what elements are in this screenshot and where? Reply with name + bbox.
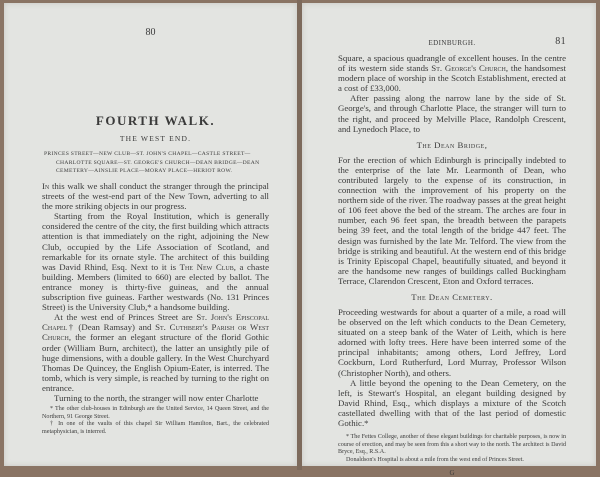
lead-in-small-caps: In [42,181,50,191]
small-caps-name: St. Cuthbert's Parish or West Church [42,322,269,343]
page-number: 81 [555,36,566,47]
synopsis-line: CEMETERY—AINSLIE PLACE—MORAY PLACE—HERIOT ROW. [56,168,233,175]
footnote: * The Fettes College, another of these elegant buildings for charitable purposes, is now in course of erection, and may be seen from this a short way to the north. The architect is David Bryce, Esq., R.S.A. [338,434,566,456]
footnote: † In one of the vaults of this chapel Sir William Hamilton, Bart., the celebrated metaphysician, is interred. [42,421,269,435]
small-caps-name: St. George's Church [431,63,506,74]
paragraph-group [338,155,566,286]
chapter-subtitle: THE WEST END. [119,134,192,143]
paragraph: Turning to the north, the stranger will now enter Charlotte [54,392,259,403]
small-caps-name: The New Club [179,261,234,272]
footnotes [42,406,269,436]
synopsis-line: PRINCES STREET—NEW CLUB—ST. JOHN'S CHAPEL—CASTLE STREET— [44,151,251,157]
paragraph-group [338,53,566,134]
paragraph: In this walk we shall conduct the stranger through the principal streets of the west-end part of the New Town, adverting to all the more striking objects in our progress. [42,181,269,212]
paragraph-group [338,307,566,428]
synopsis-line: CHARLOTTE SQUARE—ST. GEORGE'S CHURCH—DEAN BRIDGE—DEAN [56,159,260,166]
body-text [42,181,269,403]
printer-signature-mark: G [449,469,455,477]
paragraph: After passing along the narrow lane by the side of St. George's, and through Charlotte Place, the stranger will turn to the right, and proceed by Melville Place, Randolph Crescent, and Lynedoch Place, to [338,93,566,134]
section-heading-dean-bridge: The Dean Bridge, [416,139,488,150]
small-caps-name: St. John's Episcopal Chapel [42,312,269,333]
paragraph: A little beyond the opening to the Dean Cemetery, on the left, is Stewart's Hospital, an elegant building designed by David Rhind, Esq., which displays a mixture of the Scotch castellated dwelling with that of the last period of domestic Gothic.* [338,377,566,428]
chapter-heading-block [42,113,269,176]
paragraph: Proceeding westwards for about a quarter of a mile, a road will be observed on the left which conducts to the Dean Cemetery, situated on a steep bank of the Water of Leith, which is here adorned with lofty trees. Here have been interred some of the principal inhabitants; among others, Lord Jeffrey, Lord Cockburn, Lord Rutherfurd, Lord Murray, Professor Wilson (Christopher North), and others. [338,306,566,378]
left-page [4,3,297,466]
section-heading-dean-cemetery: The Dean Cemetery. [411,291,493,302]
footnotes [338,434,566,464]
page-number: 80 [145,27,156,38]
footnote: * The other club-houses in Edinburgh are the United Service, 14 Queen Street, and the Northern, 91 George Street. [42,406,269,420]
chapter-title: FOURTH WALK. [95,113,216,128]
body-text [338,53,566,477]
chapter-synopsis [42,150,269,176]
paragraph: For the erection of which Edinburgh is principally indebted to the enterprise of the late Mr. Learmonth of Dean, who contributed largely to the expense of its construction, in connection with the improvement of his property on the northern side of the river. The roadway passes at the great height of 106 feet above the bed of the stream. The arches are four in number, each 96 feet span, the breadth between the parapets being 39 feet, and the total length of the bridge 447 feet. The design was furnished by the late Mr. Telford. The view from the bridge is striking and beautiful. At the western end of this bridge is Trinity Episcopal Chapel, beautifully situated, and beyond it are the handsome new ranges of buildings called Buckingham Terrace, Clarendon Crescent, Eton and Oxford terraces. [338,154,566,286]
right-page [302,3,596,477]
running-head-title: EDINBURGH. [428,39,476,47]
footnote: Donaldson's Hospital is about a mile from the west end of Princes Street. [346,456,524,463]
paragraph: Starting from the Royal Institution, which is generally considered the centre of the city, the first building which attracts attention is that immediately on the right, adjoining the New Club, occupied by the Life Association of Scotland, and remarkable for its ornate style. The architect of this building was David Rhind, Esq. Next to it is The New Club, a chaste building. Members (limited to 660) are elected by ballot. The entrance money is thirty-five guineas, and the annual subscription five guineas. Farther westwards (No. 131 Princes Street) is the University Club,* a handsome building. [42,211,269,313]
paragraph: Square, a spacious quadrangle of excellent houses. In the centre of its western side stands St. George's Church, the handsomest modern place of worship in the Scotch Establishment, erected at a cost of £33,000. [338,53,566,94]
paragraph: At the west end of Princes Street are St. John's Episcopal Chapel† (Dean Ramsay) and St. Cuthbert's Parish or West Church, the former an elegant structure of the florid Gothic order (William Burn, architect), the latter an unsightly pile of huge dimensions, with a double gallery. In the West Churchyard Thomas De Quincey, the English Opium-Eater, is interred. The tomb, which is very simple, is reached by turning to the right on entrance. [42,312,269,393]
